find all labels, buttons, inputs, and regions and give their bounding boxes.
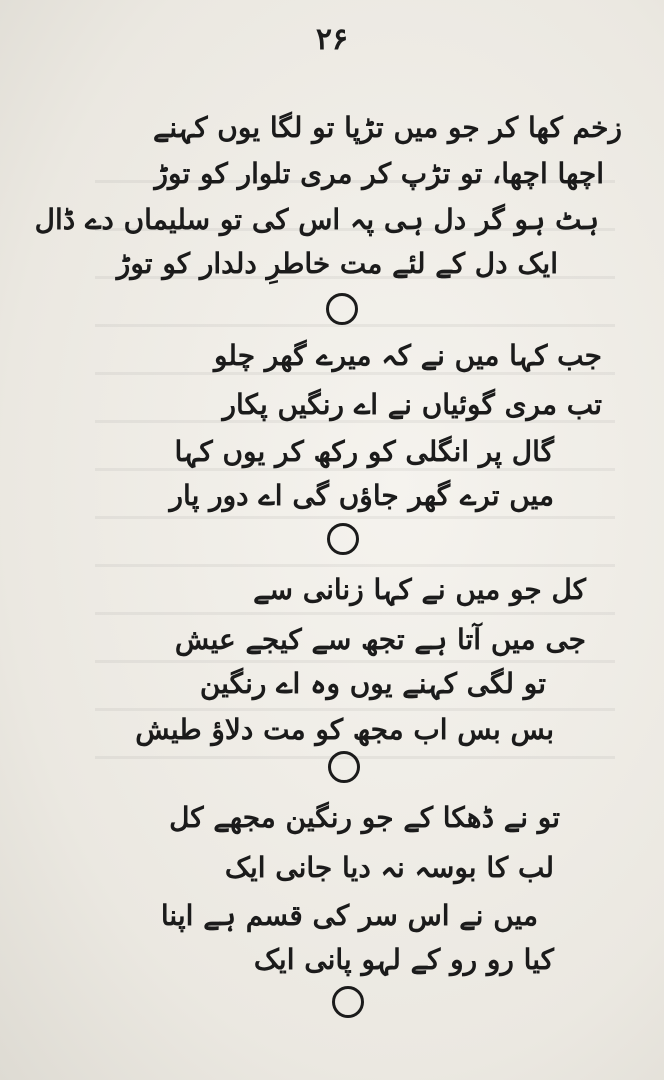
stanza-separator-circle [327,523,359,555]
verse-line: لب کا بوسہ نہ دیا جانی ایک [224,851,554,884]
verse-line: زخم کھا کر جو میں تڑپا تو لگا یوں کہنے [152,111,622,144]
verse-line: تو لگی کہنے یوں وہ اے رنگین [199,667,546,700]
verse-line: تو نے ڈھکا کے جو رنگین مجھے کل [169,801,560,834]
verse-line: گال پر انگلی کو رکھ کر یوں کہا [174,435,554,468]
verse-line: جی میں آتا ہے تجھ سے کیجے عیش [174,623,586,656]
verse-line: کل جو میں نے کہا زنانی سے [253,573,586,606]
stanza-separator-circle [326,293,358,325]
verse-line: اچھا اچھا، تو تڑپ کر مری تلوار کو توڑ [154,157,604,190]
verse-line: تب مری گوئیاں نے اے رنگیں پکار [222,388,602,421]
stanza-separator-circle [328,751,360,783]
verse-line: بس بس اب مجھ کو مت دلاؤ طیش [135,713,554,746]
verse-line: جب کہا میں نے کہ میرے گھر چلو [213,339,602,372]
verse-line: میں نے اس سر کی قسم ہے اپنا [160,899,538,932]
verse-line: ایک دل کے لئے مت خاطرِ دلدار کو توڑ [116,247,558,280]
verse-line: ہٹ ہو گر دل ہی پہ اس کی تو سلیماں دے ڈال [34,203,599,236]
stanza-separator-circle [332,986,364,1018]
verse-line: کیا رو رو کے لہو پانی ایک [253,943,554,976]
page-number: ۲۶ [315,22,349,57]
verse-line: میں ترے گھر جاؤں گی اے دور پار [169,479,554,512]
